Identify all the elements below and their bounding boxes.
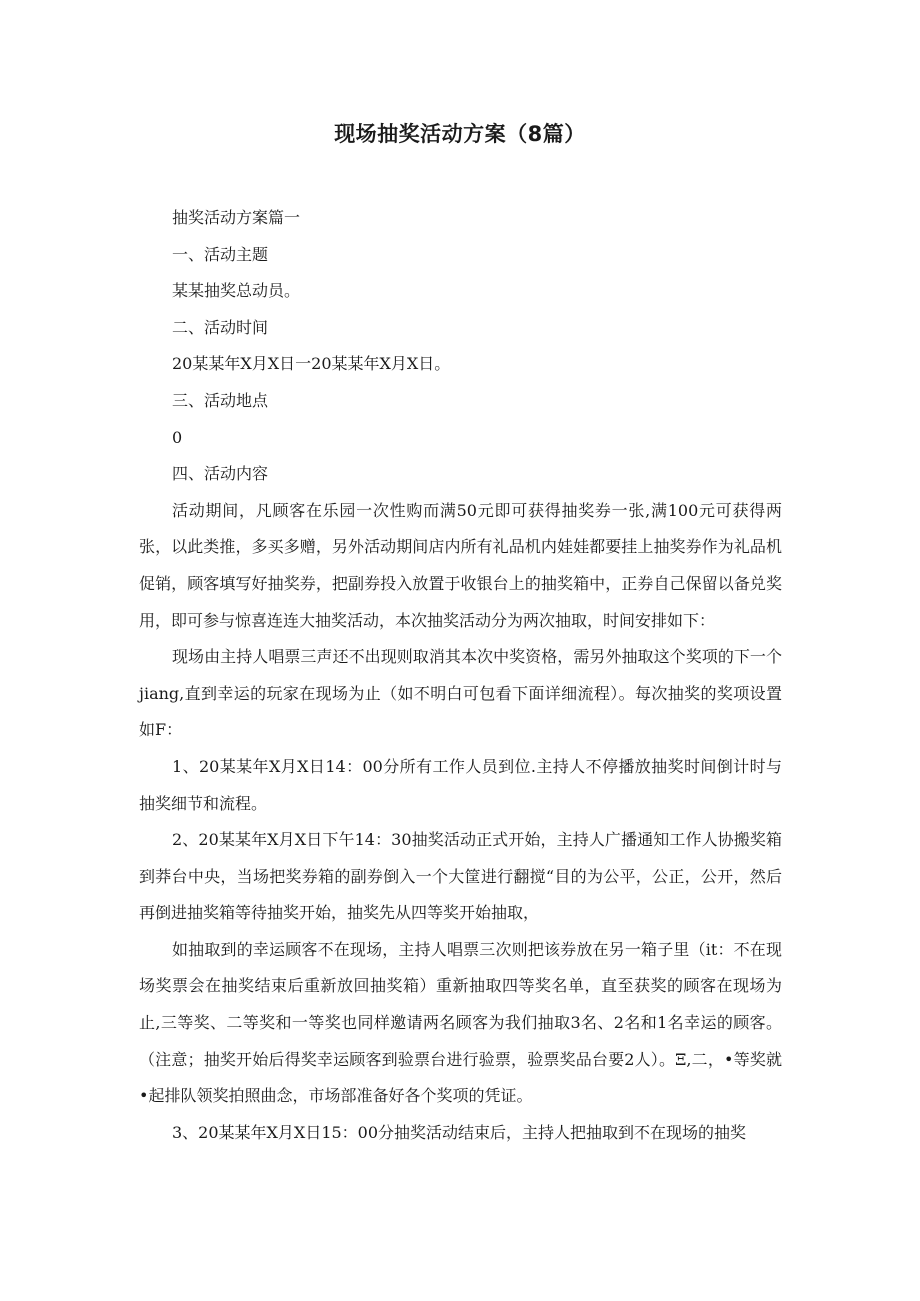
document-body xyxy=(139,200,782,1151)
heading-activity-theme: 一、活动主题 xyxy=(172,244,269,264)
paragraph-2: 现场由主持人唱票三声还不出现则取消其本次中奖资格，需另外抽取这个奖项的下一个jiang,直到幸运的玩家在现场为止（如不明白可包看下面详细流程）。每次抽奖的奖项设置如F： xyxy=(139,647,782,740)
paragraph-4: 2、20某某年X月X日下午14：30抽奖活动正式开始，主持人广播通知工作人协搬奖箱到莽台中央，当场把奖券箱的副券倒入一个大筐进行翻搅“目的为公平，公正，公开，然后再倒进抽奖箱等待抽奖开始，抽奖先从四等奖开始抽取， xyxy=(139,830,782,923)
paragraph-6: 3、20某某年X月X日15：00分抽奖活动结束后，主持人把抽取到不在现场的抽奖 xyxy=(172,1122,747,1142)
paragraph-1: 活动期间，凡顾客在乐园一次性购而满50元即可获得抽奖券一张,满100元可获得两张，以此类推，多买多赠，另外活动期间店内所有礼品机内娃娃都要挂上抽奖券作为礼品机促销，顾客填写好抽奖券，把副券投入放置于收银台上的抽奖箱中，正券自己保留以备兑奖用，即可参与惊喜连连大抽奖活动，本次抽奖活动分为两次抽取，时间安排如下： xyxy=(139,500,782,630)
paragraph-3: 1、20某某年X月X日14：00分所有工作人员到位.主持人不停播放抽奖时间倒计时与抽奖细节和流程。 xyxy=(139,756,782,813)
activity-time-value: 20某某年X月X日一20某某年X月X日。 xyxy=(172,354,451,374)
activity-theme-value: 某某抽奖总动员。 xyxy=(172,281,301,301)
activity-location-value: 0 xyxy=(172,427,183,447)
document-title: 现场抽奖活动方案（8篇） xyxy=(334,122,586,146)
paragraph-5: 如抽取到的幸运顾客不在现场，主持人唱票三次则把该券放在另一箱子里（it：不在现场奖票会在抽奖结束后重新放回抽奖箱）重新抽取四等奖名单，直至获奖的顾客在现场为止,三等奖、二等奖和一等奖也同样邀请两名顾客为我们抽取3名、2名和1名幸运的顾客。（注意；抽奖开始后得奖幸运顾客到验票台进行验票，验票奖品台要2人）。Ξ,二，•等奖就•起排队领奖拍照曲念，市场部准备好各个奖项的凭证。 xyxy=(139,939,782,1106)
heading-activity-location: 三、活动地点 xyxy=(172,390,269,410)
heading-activity-time: 二、活动时间 xyxy=(172,317,269,337)
section-heading: 抽奖活动方案篇一 xyxy=(172,208,301,227)
heading-activity-content: 四、活动内容 xyxy=(172,464,269,484)
